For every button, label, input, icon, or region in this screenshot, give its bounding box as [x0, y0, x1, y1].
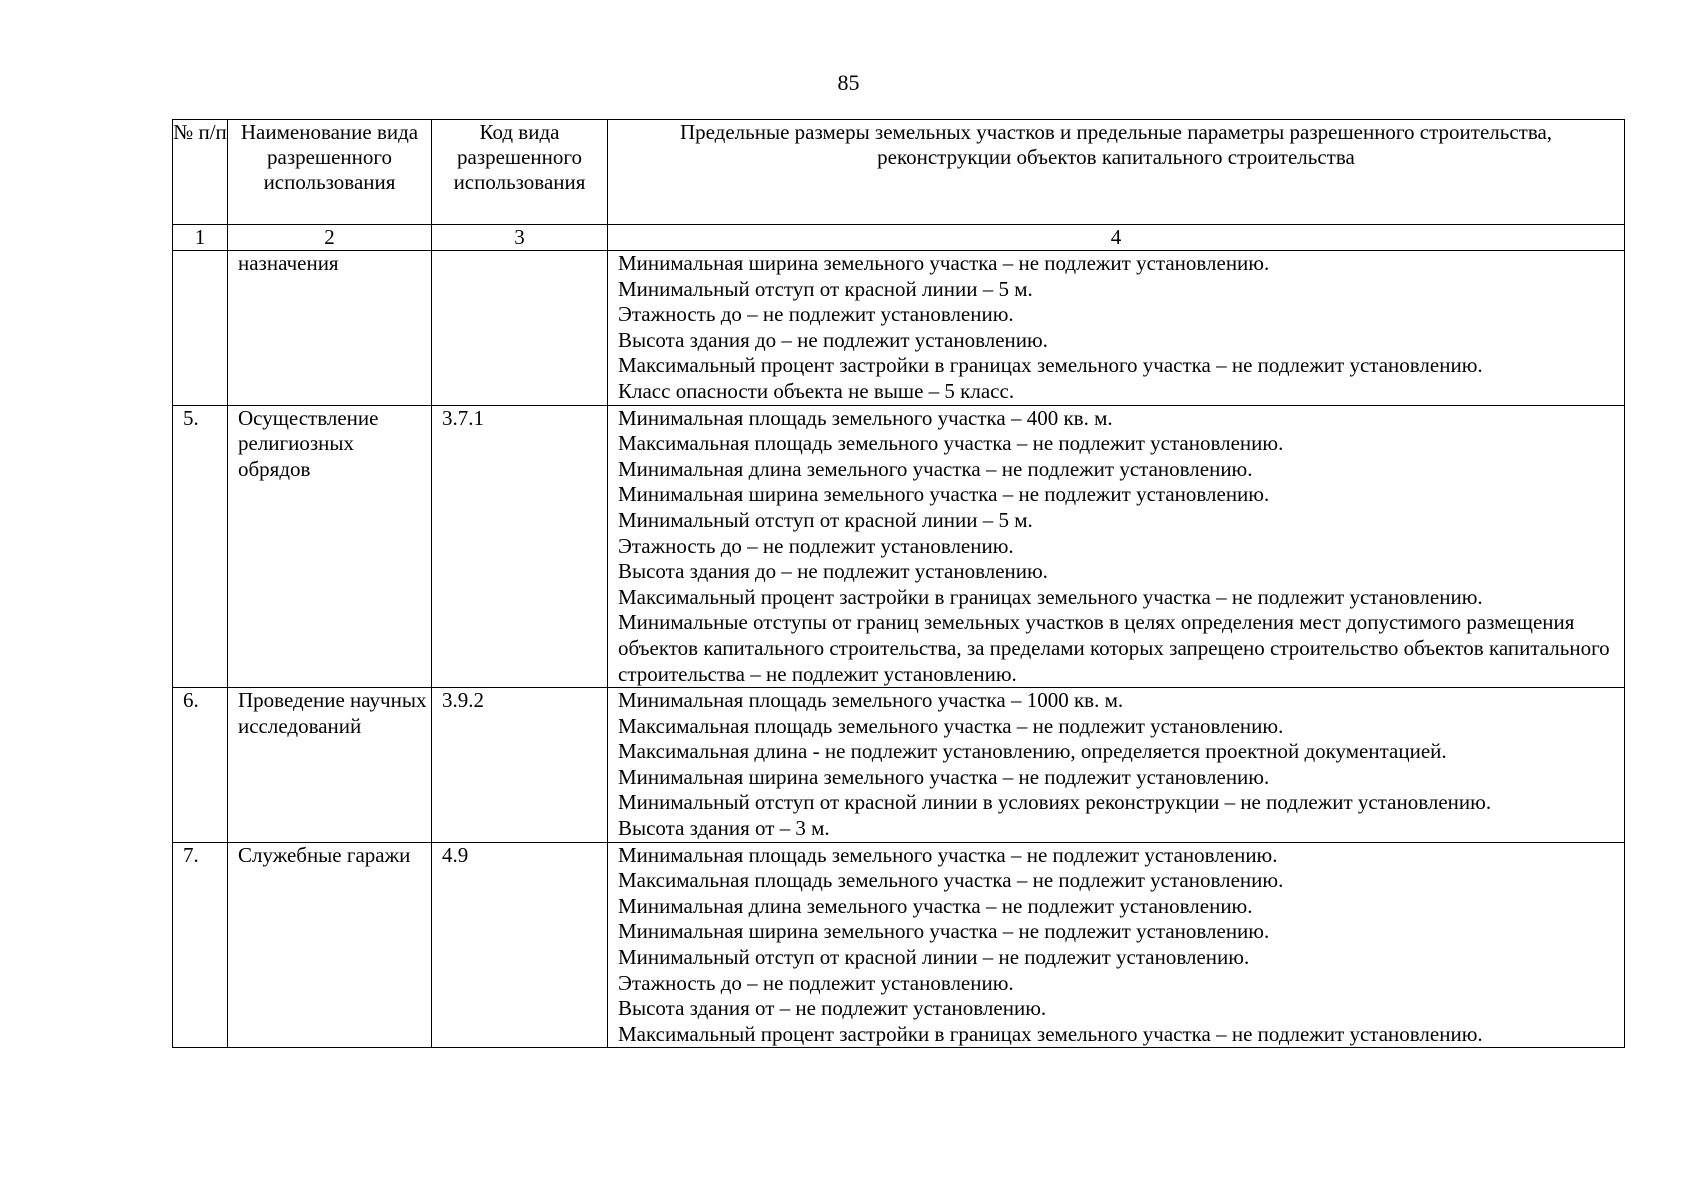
parameter-line: Максимальная площадь земельного участка – не подлежит установлению.	[618, 713, 1284, 738]
parameter-line: Минимальная ширина земельного участка – не подлежит установлению.	[618, 482, 1270, 507]
row-number-cell-text: 6.	[183, 688, 199, 713]
parameter-line: Высота здания от – 3 м.	[618, 816, 830, 841]
parameter-line: Минимальная длина земельного участка – не подлежит установлению.	[618, 893, 1253, 918]
row-number-cell-text: 7.	[183, 842, 199, 867]
use-name-cell-text: Служебные гаражи	[238, 842, 411, 867]
use-name-cell	[228, 405, 432, 688]
parameters-cell	[608, 688, 1625, 843]
parameter-line: Минимальная площадь земельного участка – не подлежит установлению.	[618, 842, 1278, 867]
parameter-line: Этажность до – не подлежит установлению.	[618, 533, 1014, 558]
header-use-name: Наименование вида разрешенного использования	[228, 120, 432, 225]
parameter-line: Минимальный отступ от красной линии – не подлежит установлению.	[618, 945, 1250, 970]
parameter-line: Этажность до – не подлежит установлению.	[618, 302, 1014, 327]
use-code-cell	[432, 405, 608, 688]
use-name-cell	[228, 688, 432, 843]
parameter-line: Высота здания до – не подлежит установлению.	[618, 327, 1048, 352]
parameters-list	[608, 843, 1624, 1048]
parameters-cell	[608, 251, 1625, 406]
page-number: 85	[837, 70, 860, 95]
land-use-parameters-table	[172, 119, 1625, 1048]
parameter-line: Минимальная длина земельного участка – не подлежит установлению.	[618, 456, 1253, 481]
row-number-cell	[173, 688, 228, 843]
parameter-line: Минимальные отступы от границ земельных участков в целях определения мест допустимого размещения объектов капитального строительства, за пределами которых запрещено строительство объектов капитального строительства – не подлежит установлению.	[618, 610, 1610, 686]
column-number-row	[173, 225, 1625, 251]
use-code-cell	[432, 842, 608, 1048]
parameter-line: Минимальная площадь земельного участка – 1000 кв. м.	[618, 688, 1124, 713]
parameter-line: Класс опасности объекта не выше – 5 класс.	[618, 378, 1015, 403]
row-number-cell	[173, 842, 228, 1048]
parameter-line: Максимальная длина - не подлежит установлению, определяется проектной документацией.	[618, 739, 1447, 764]
header-use-code: Код вида разрешенного использования	[432, 120, 608, 225]
use-name-cell-text: Проведение научных исследований	[238, 688, 427, 738]
use-name-cell-text: назначения	[238, 251, 339, 275]
parameter-line: Высота здания от – не подлежит установлению.	[618, 996, 1047, 1021]
parameter-line: Минимальный отступ от красной линии – 5 м.	[618, 276, 1033, 301]
header-number: № п/п	[173, 120, 228, 225]
column-number: 1	[173, 225, 228, 251]
parameter-line: Минимальная ширина земельного участка – не подлежит установлению.	[618, 251, 1270, 275]
use-code-cell-text: 3.9.2	[442, 688, 484, 713]
parameter-line: Высота здания до – не подлежит установлению.	[618, 559, 1048, 584]
header-parameters: Предельные размеры земельных участков и предельные параметры разрешенного строительства, реконструкции объектов капитального строительства	[608, 120, 1625, 225]
use-code-cell-text: 4.9	[442, 842, 469, 867]
row-number-cell	[173, 251, 228, 406]
parameter-line: Минимальный отступ от красной линии в условиях реконструкции – не подлежит установлению.	[618, 790, 1492, 815]
parameter-line: Максимальная площадь земельного участка – не подлежит установлению.	[618, 431, 1284, 456]
use-code-cell	[432, 251, 608, 406]
parameter-line: Этажность до – не подлежит установлению.	[618, 970, 1014, 995]
table-row	[173, 688, 1625, 843]
parameter-line: Минимальный отступ от красной линии – 5 м.	[618, 507, 1033, 532]
table-body	[173, 251, 1625, 1048]
table-header-row	[173, 120, 1625, 225]
table-row	[173, 405, 1625, 688]
use-name-cell	[228, 251, 432, 406]
table-row	[173, 842, 1625, 1048]
column-number: 3	[432, 225, 608, 251]
parameter-line: Максимальный процент застройки в границах земельного участка – не подлежит установлению.	[618, 584, 1483, 609]
table-row	[173, 251, 1625, 406]
parameter-line: Минимальная ширина земельного участка – не подлежит установлению.	[618, 764, 1270, 789]
parameters-cell	[608, 842, 1625, 1048]
use-name-cell	[228, 842, 432, 1048]
parameters-list	[608, 406, 1624, 688]
column-number: 2	[228, 225, 432, 251]
parameters-cell	[608, 405, 1625, 688]
parameters-list	[608, 251, 1624, 405]
parameter-line: Минимальная площадь земельного участка – 400 кв. м.	[618, 405, 1113, 430]
parameter-line: Максимальный процент застройки в границах земельного участка – не подлежит установлению.	[618, 1021, 1483, 1046]
use-name-cell-text: Осуществление религиозных обрядов	[238, 405, 379, 481]
use-code-cell-text: 3.7.1	[442, 405, 484, 430]
column-number: 4	[608, 225, 1625, 251]
parameter-line: Максимальный процент застройки в границах земельного участка – не подлежит установлению.	[618, 353, 1483, 378]
parameter-line: Максимальная площадь земельного участка – не подлежит установлению.	[618, 868, 1284, 893]
use-code-cell	[432, 688, 608, 843]
row-number-cell-text: 5.	[183, 405, 199, 430]
parameter-line: Минимальная ширина земельного участка – не подлежит установлению.	[618, 919, 1270, 944]
row-number-cell	[173, 405, 228, 688]
parameters-list	[608, 688, 1624, 842]
